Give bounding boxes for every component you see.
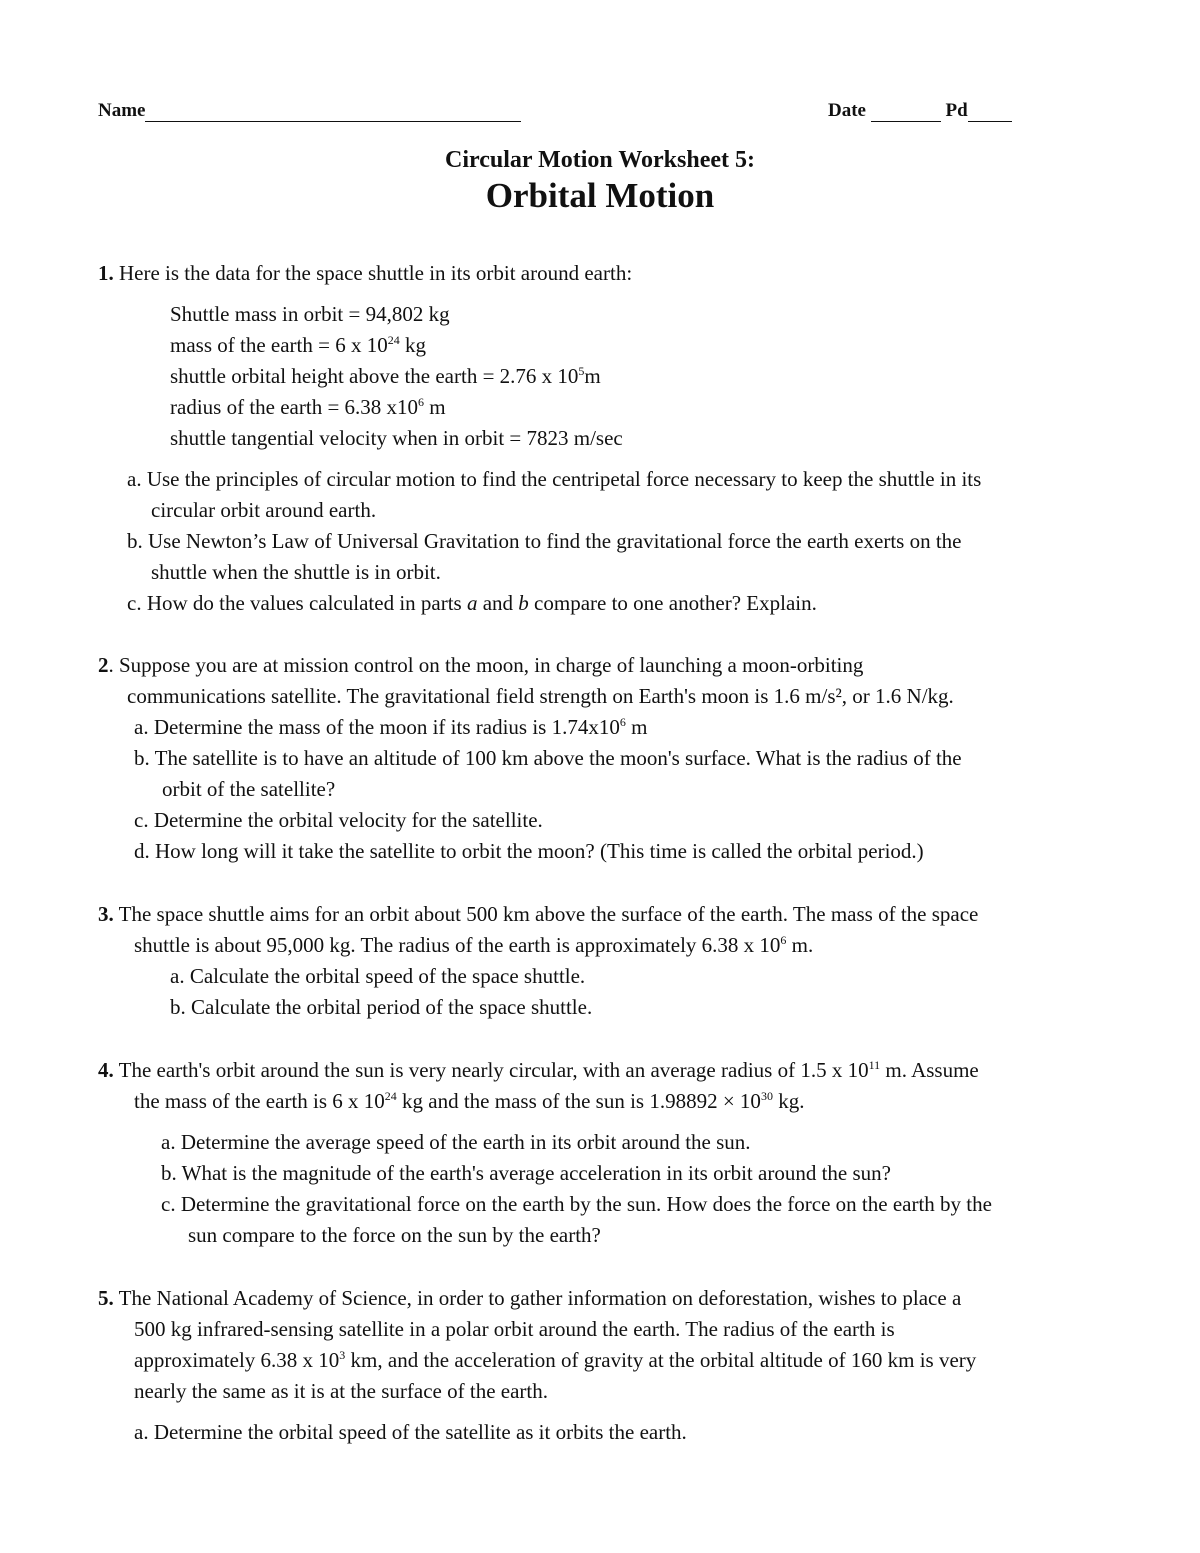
question-4 (98, 1060, 979, 1081)
question-number: 1. (98, 261, 114, 285)
worksheet-title: Orbital Motion (485, 176, 715, 215)
name-label: Name (98, 100, 146, 121)
date-label: Date (828, 100, 866, 121)
question-text: nearly the same as it is at the surface of the earth. (134, 1379, 548, 1403)
question-part: c. Determine the orbital velocity for the satellite. (134, 808, 543, 832)
question-number: 2 (98, 653, 109, 677)
data-line: shuttle tangential velocity when in orbit = 7823 m/sec (170, 426, 623, 450)
question-part: b. What is the magnitude of the earth's average acceleration in its orbit around the sun? (161, 1161, 891, 1185)
question-part: a. Determine the average speed of the earth in its orbit around the sun. (161, 1130, 751, 1154)
question-3 (98, 904, 978, 925)
question-part: b. The satellite is to have an altitude of 100 km above the moon's surface. What is the radius of the (134, 746, 962, 770)
question-part: b. Calculate the orbital period of the space shuttle. (170, 995, 593, 1019)
question-part: a. Determine the mass of the moon if its radius is $1.74x10^6$ m (134, 715, 648, 739)
pd-blank[interactable] (968, 103, 1012, 122)
question-text: . Suppose you are at mission control on the moon, in charge of launching a moon-orbiting (108, 653, 864, 677)
question-5 (98, 1288, 961, 1309)
question-part: c. Determine the gravitational force on the earth by the sun. How does the force on the earth by the (161, 1192, 992, 1216)
question-text: The space shuttle aims for an orbit about 500 km above the surface of the earth. The mass of the space (118, 902, 979, 926)
question-part: a. Use the principles of circular motion to find the centripetal force necessary to keep the shuttle in its (127, 467, 982, 491)
question-part: shuttle when the shuttle is in orbit. (151, 560, 441, 584)
question-part: d. How long will it take the satellite to orbit the moon? (This time is called the orbital period.) (134, 839, 924, 863)
data-line: mass of the earth = 6 x $10^{24}$ kg (170, 333, 426, 357)
date-blank[interactable] (871, 103, 941, 122)
name-blank[interactable] (145, 103, 521, 122)
pd-label: Pd (945, 100, 968, 121)
question-part: c. How do the values calculated in parts a and b compare to one another? Explain. (127, 591, 817, 615)
question-text: communications satellite. The gravitational field strength on Earth's moon is 1.6 m/s², or 1.6 N/kg. (127, 684, 954, 708)
question-part: b. Use Newton’s Law of Universal Gravitation to find the gravitational force the earth exerts on the (127, 529, 962, 553)
question-1 (98, 263, 632, 284)
data-line: Shuttle mass in orbit = 94,802 kg (170, 302, 450, 326)
question-part: a. Determine the orbital speed of the satellite as it orbits the earth. (134, 1420, 687, 1444)
question-number: 4. (98, 1058, 114, 1082)
question-part: orbit of the satellite? (162, 777, 336, 801)
date-pd-field[interactable] (828, 100, 1012, 122)
question-part: a. Calculate the orbital speed of the space shuttle. (170, 964, 586, 988)
worksheet-subtitle: Circular Motion Worksheet 5: (445, 147, 755, 173)
data-line: radius of the earth = 6.38 $x10^6$ m (170, 395, 446, 419)
name-field[interactable] (98, 100, 521, 122)
question-part: sun compare to the force on the sun by the earth? (188, 1223, 601, 1247)
question-text: 500 kg infrared-sensing satellite in a polar orbit around the earth. The radius of the earth is (134, 1317, 895, 1341)
question-part: circular orbit around earth. (151, 498, 377, 522)
question-2 (98, 655, 863, 676)
question-text: Here is the data for the space shuttle in its orbit around earth: (119, 261, 633, 285)
question-number: 5. (98, 1286, 114, 1310)
question-text: shuttle is about 95,000 kg. The radius of the earth is approximately 6.38 x $10^6$ m. (134, 933, 814, 957)
question-text: The earth's orbit around the sun is very nearly circular, with an average radius of 1.5 x $10^{11}$ m. Assume (118, 1058, 979, 1082)
question-number: 3. (98, 902, 114, 926)
question-text: approximately 6.38 x $10^3$ km, and the acceleration of gravity at the orbital altitude of 160 km is very (134, 1348, 977, 1372)
data-line: shuttle orbital height above the earth = 2.76 x $10^5m$ (170, 364, 601, 388)
question-text: the mass of the earth is 6 x $10^{24}$ kg and the mass of the sun is $1.98892 \times 10^{30}$ kg. (134, 1089, 805, 1113)
question-text: The National Academy of Science, in order to gather information on deforestation, wishes to place a (118, 1286, 962, 1310)
